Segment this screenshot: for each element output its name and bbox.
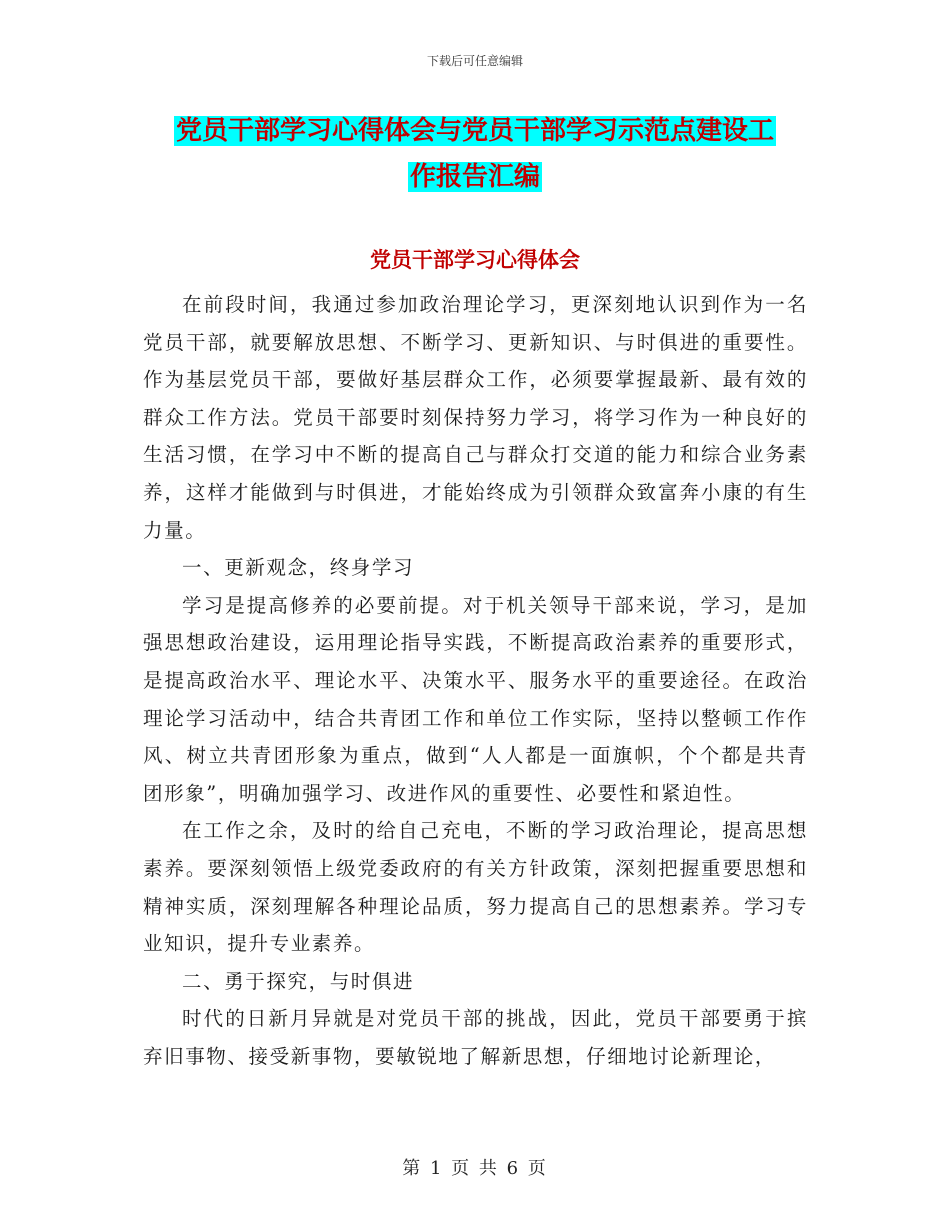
document-body — [143, 286, 808, 1075]
document-title-line-1: 党员干部学习心得体会与党员干部学习示范点建设工 — [175, 116, 774, 146]
paragraph: 学习是提高修养的必要前提。对于机关领导干部来说，学习，是加强思想政治建设，运用理论指导实践，不断提高政治素养的重要形式，是提高政治水平、理论水平、决策水平、服务水平的重要途径。在政治理论学习活动中，结合共青团工作和单位工作实际，坚持以整顿工作作风、树立共青团形象为重点，做到“人人都是一面旗帜，个个都是共青团形象”，明确加强学习、改进作风的重要性、必要性和紧迫性。 — [143, 593, 808, 805]
document-title-line-2: 作报告汇编 — [409, 162, 540, 192]
subheading: 二、勇于探究，与时俱进 — [182, 969, 415, 993]
paragraph: 在前段时间，我通过参加政治理论学习，更深刻地认识到作为一名党员干部，就要解放思想、不断学习、更新知识、与时俱进的重要性。作为基层党员干部，要做好基层群众工作，必须要掌握最新、最有效的群众工作方法。党员干部要时刻保持努力学习，将学习作为一种良好的生活习惯，在学习中不断的提高自己与群众打交道的能力和综合业务素养，这样才能做到与时俱进，才能始终成为引领群众致富奔小康的有生力量。 — [143, 293, 808, 542]
paragraph: 时代的日新月异就是对党员干部的挑战，因此，党员干部要勇于摈弃旧事物、接受新事物，要敏锐地了解新思想，仔细地讨论新理论， — [143, 1007, 808, 1068]
paragraph: 在工作之余，及时的给自己充电，不断的学习政治理论，提高思想素养。要深刻领悟上级党委政府的有关方针政策，深刻把握重要思想和精神实质，深刻理解各种理论品质，努力提高自己的思想素养。学习专业知识，提升专业素养。 — [143, 819, 808, 956]
page-number-footer: 第 1 页 共 6 页 — [402, 1158, 548, 1179]
header-note: 下载后可任意编辑 — [426, 54, 523, 68]
document-title — [140, 108, 810, 200]
subheading: 一、更新观念，终身学习 — [182, 556, 415, 580]
section-title: 党员干部学习心得体会 — [370, 248, 580, 272]
